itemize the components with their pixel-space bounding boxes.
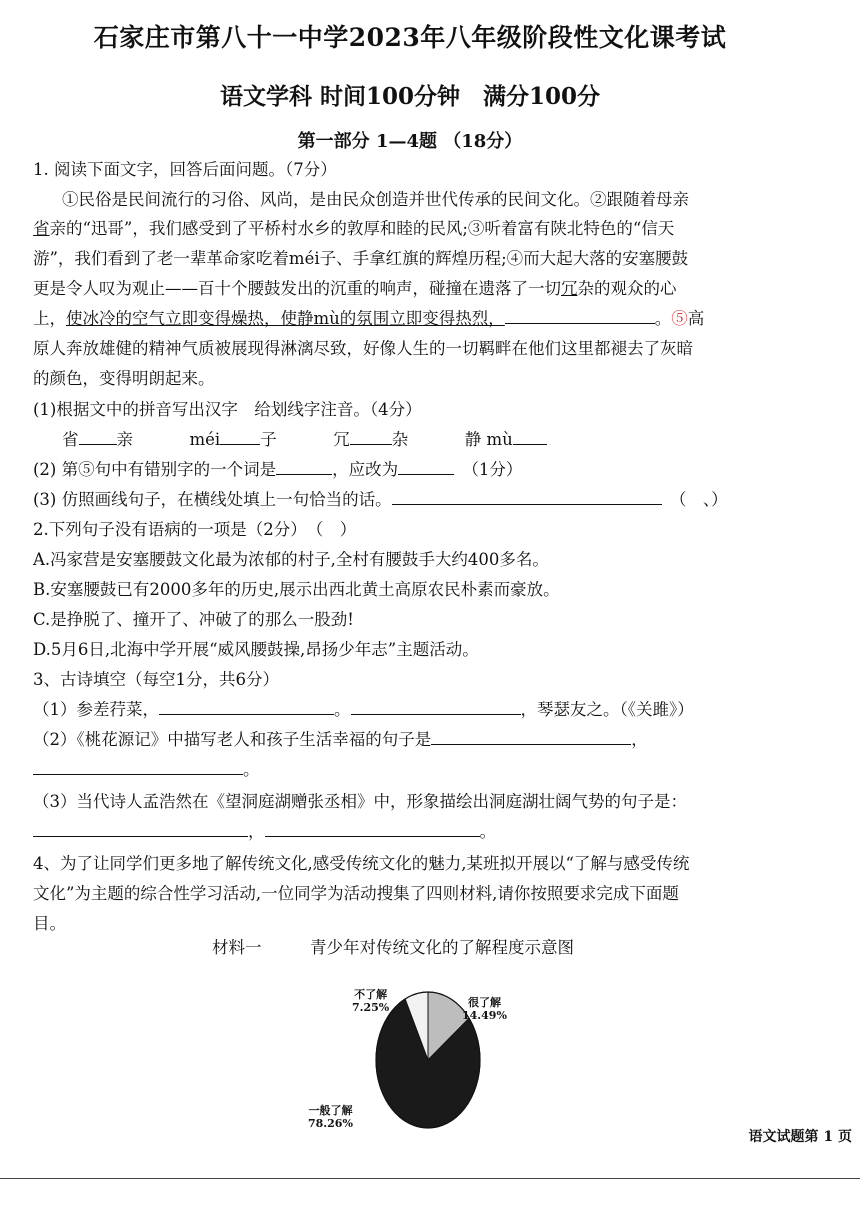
q1-passage-line: 上，使冰冷的空气立即变得燥热，使静mù的氛围立即变得热烈， 。⑤高: [33, 309, 705, 328]
q1-passage-line: ①民俗是民间流行的习俗、风尚，是由民众创造并世代传承的民间文化。②跟随着母亲: [62, 190, 689, 209]
exam-subtitle: 语文学科 时间100分钟 满分100分: [219, 83, 601, 110]
answer-blank[interactable]: [431, 728, 631, 745]
q1-sub1: (1)根据文中的拼音写出汉字 给划线字注音。（4分）: [33, 400, 422, 419]
pie-label-yibanliaojie: 一般了解 78.26%: [308, 1104, 353, 1130]
answer-blank[interactable]: [265, 820, 480, 837]
q1-sub1-items: 省 亲 méi 子 冗 杂 静 mù: [62, 428, 547, 452]
q3-line2: （2）《桃花源记》中描写老人和孩子生活幸福的句子是 ，: [33, 730, 648, 749]
q1-passage-line: 的颜色，变得明朗起来。: [33, 369, 215, 388]
q2-option: B.安塞腰鼓已有2000多年的历史,展示出西北黄土高原农民朴素而豪放。: [33, 580, 560, 599]
q1-passage-line: 更是令人叹为观止——百十个腰鼓发出的沉重的响声，碰撞在遗落了一切冗杂的观众的心: [33, 279, 677, 298]
q2-stem: 2.下列句子没有语病的一项是（2分） （ ）: [33, 520, 357, 539]
q1-sub2: (2) 第⑤句中有错别字的一个词是 ，应改为 （1分）: [33, 460, 523, 479]
q2-option: D.5月6日,北海中学开展“威风腰鼓操,昂扬少年志”主题活动。: [33, 640, 479, 659]
q1-stem: 1. 阅读下面文字，回答后面问题。（7分）: [33, 160, 337, 179]
pie-label-henliaojie: 很了解 14.49%: [462, 996, 507, 1022]
material-title: 青少年对传统文化的了解程度示意图: [310, 938, 574, 957]
bottom-rule: [0, 1178, 860, 1179]
q3-line4: ， 。: [33, 820, 496, 844]
q1-passage-line: 游”，我们看到了老一辈革命家吃着méi子、手拿红旗的辉煌历程;④而大起大落的安塞腰鼓: [33, 249, 689, 268]
q1-passage-line: 原人奔放雄健的精神气质被展现得淋漓尽致，好像人生的一切羁畔在他们这里都褪去了灰暗: [33, 339, 693, 358]
q3-line2-cont: 。: [33, 758, 260, 782]
q3-line1: （1）参差荇菜， 。 ，琴瑟友之。（《关雎》）: [33, 700, 694, 719]
red-circle-mark: ⑤: [671, 309, 688, 328]
underlined-char: 冗: [561, 279, 578, 298]
answer-blank[interactable]: [33, 820, 248, 837]
exam-title: 石家庄市第八十一中学2023年八年级阶段性文化课考试: [93, 23, 727, 52]
q4-stem: 目。: [33, 914, 66, 933]
answer-blank[interactable]: [398, 458, 454, 475]
part-heading: 第一部分 1—4题 （18分）: [297, 131, 523, 152]
answer-blank[interactable]: [276, 458, 332, 475]
answer-blank[interactable]: [392, 488, 662, 505]
answer-blank[interactable]: [351, 698, 521, 715]
answer-blank[interactable]: [513, 428, 547, 445]
q4-stem: 文化”为主题的综合性学习活动,一位同学为活动搜集了四则材料,请你按照要求完成下面题: [33, 884, 679, 903]
answer-blank[interactable]: [505, 307, 655, 324]
material-label: 材料一: [212, 938, 262, 957]
q3-line3: （3）当代诗人孟浩然在《望洞庭湖赠张丞相》中，形象描绘出洞庭湖壮阔气势的句子是：: [33, 792, 687, 811]
answer-blank[interactable]: [220, 428, 260, 445]
answer-blank[interactable]: [350, 428, 392, 445]
pie-label-buliaojie: 不了解 7.25%: [352, 988, 390, 1014]
q1-passage-line: 省亲的“迅哥”，我们感受到了平桥村水乡的敦厚和睦的民风;③听着富有陕北特色的“信天: [33, 219, 675, 238]
q1-sub3: (3) 仿照画线句子，在横线处填上一句恰当的话。 （ 、）: [33, 490, 728, 509]
page-footer: 语文试题第 1 页: [748, 1129, 852, 1145]
answer-blank[interactable]: [159, 698, 334, 715]
underlined-char: 省: [33, 219, 50, 238]
answer-blank[interactable]: [33, 758, 243, 775]
q4-stem: 4、为了让同学们更多地了解传统文化,感受传统文化的魅力,某班拟开展以“了解与感受传统: [33, 854, 690, 873]
underlined-sentence: 使冰冷的空气立即变得燥热，使静mù的氛围立即变得热烈，: [66, 309, 505, 328]
q2-option: C.是挣脱了、撞开了、冲破了的那么一股劲!: [33, 610, 354, 629]
q2-option: A.冯家营是安塞腰鼓文化最为浓郁的村子,全村有腰鼓手大约400多名。: [33, 550, 549, 569]
answer-blank[interactable]: [79, 428, 117, 445]
q3-stem: 3、古诗填空（每空1分，共6分）: [33, 670, 279, 689]
